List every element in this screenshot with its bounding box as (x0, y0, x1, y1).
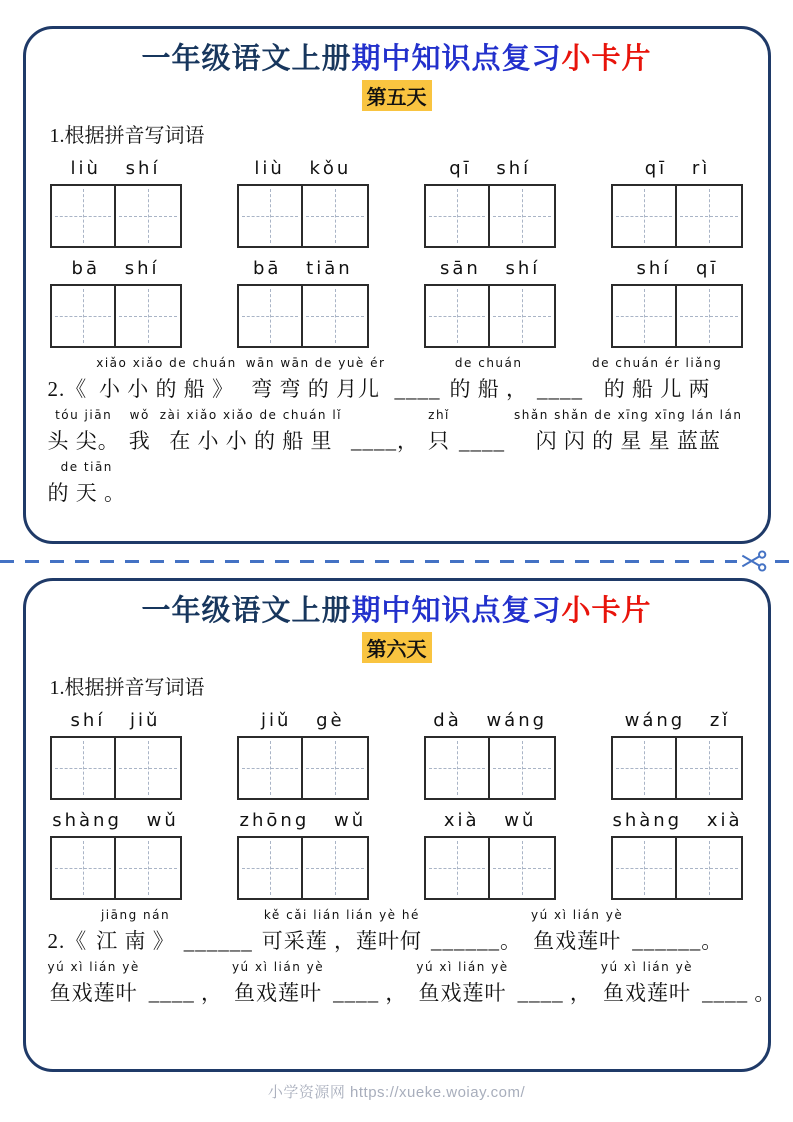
answer-blank-segment (537, 361, 583, 403)
writing-box (237, 736, 303, 800)
text-segment (246, 356, 386, 403)
answer-blank-segment (394, 361, 440, 403)
page-title (48, 41, 746, 77)
pinyin-label: zhōng wǔ (239, 810, 367, 832)
pinyin-label: shí qī (636, 258, 719, 280)
text-segment (160, 408, 342, 455)
segment-pinyin: zài xiǎo xiǎo de chuán lǐ (159, 408, 343, 423)
title-card-type: 小卡片 (561, 43, 652, 75)
pinyin-label: dà wáng (433, 710, 548, 732)
day-badge-wrap (48, 632, 746, 663)
writing-box-pair (237, 284, 369, 348)
segment-pinyin: de tiān (60, 460, 113, 475)
text-segment (531, 908, 623, 955)
answer-blank: ____， (351, 429, 420, 454)
writing-box (611, 836, 677, 900)
writing-box (50, 836, 116, 900)
word-cell (235, 152, 371, 248)
answer-blank-segment (184, 913, 253, 955)
writing-box (50, 184, 116, 248)
pinyin-label: wáng zǐ (624, 710, 731, 732)
writing-box (424, 836, 490, 900)
cut-line (0, 560, 793, 563)
answer-blank-segment (333, 960, 407, 1007)
pinyin-label: xià wǔ (443, 810, 537, 832)
writing-box-pair (611, 184, 743, 248)
text-segment (449, 356, 528, 403)
text-segment (232, 960, 324, 1007)
writing-box-pair (237, 836, 369, 900)
exercise2 (47, 908, 777, 1007)
segment-text: 的 船 ， (449, 377, 528, 402)
segment-text: 在 小 小 的 船 里 (169, 429, 333, 454)
text-segment (48, 460, 127, 507)
segment-text: 小 小 的 船 》 (98, 377, 234, 402)
text-segment (48, 960, 140, 1007)
pinyin-label: qī shí (449, 158, 532, 180)
writing-box (424, 736, 490, 800)
segment-pinyin: de chuán ér liǎng (591, 356, 723, 371)
pinyin-label: jiǔ gè (261, 710, 345, 732)
writing-box (303, 184, 369, 248)
segment-pinyin: shǎn shǎn de xīng xīng lán lán (514, 408, 743, 423)
writing-box (116, 836, 182, 900)
writing-box (677, 284, 743, 348)
exercise1-heading: 1.根据拼音写词语 (49, 677, 205, 700)
word-cell (48, 704, 184, 800)
fill-blank-line (48, 908, 746, 955)
writing-box (611, 284, 677, 348)
writing-box (50, 284, 116, 348)
writing-box (50, 736, 116, 800)
day-badge-wrap (48, 80, 746, 111)
writing-box (424, 184, 490, 248)
segment-text: 江 南 》 (96, 929, 175, 954)
pinyin-word-row (48, 704, 746, 800)
segment-pinyin: yú xì lián yè (600, 960, 694, 975)
writing-box-pair (50, 736, 182, 800)
segment-text: 弯 弯 的 月儿 (251, 377, 380, 402)
writing-box-pair (424, 284, 556, 348)
writing-box (237, 184, 303, 248)
word-cell (48, 152, 184, 248)
fill-blank-line (48, 408, 746, 455)
writing-box (424, 284, 490, 348)
writing-box (116, 736, 182, 800)
word-cell (422, 252, 558, 348)
fill-blank-line (47, 960, 777, 1007)
segment-text: 鱼戏莲叶 (418, 981, 507, 1006)
segment-pinyin: wǒ (129, 408, 150, 423)
answer-blank: ____ (394, 378, 441, 403)
word-cell (609, 252, 745, 348)
title-grade: 一年级语文上册 (141, 595, 352, 627)
word-cell (609, 804, 745, 900)
writing-box (677, 184, 743, 248)
footer (0, 1081, 793, 1102)
answer-blank-segment (149, 960, 223, 1007)
writing-box-pair (611, 736, 743, 800)
text-segment (262, 908, 422, 955)
segment-pinyin: kě cǎi lián lián yè hé (263, 908, 420, 923)
writing-box (116, 284, 182, 348)
scissors-icon (737, 545, 771, 577)
text-segment (48, 356, 88, 403)
segment-text: 鱼戏莲叶 (49, 981, 138, 1006)
pinyin-label: liù shí (70, 158, 161, 180)
footer-site-url[interactable]: https://xueke.woiay.com/ (350, 1084, 526, 1101)
segment-pinyin: wān wān de yuè ér (245, 356, 386, 371)
word-cell (235, 252, 371, 348)
pinyin-label: shí jiǔ (70, 710, 161, 732)
segment-text: 2.《 (47, 377, 88, 402)
segment-text: 鱼戏莲叶 (234, 981, 323, 1006)
text-segment (592, 356, 722, 403)
answer-blank: ______ (183, 930, 253, 955)
pinyin-label: bā tiān (252, 258, 353, 280)
writing-box (303, 284, 369, 348)
text-segment (416, 960, 508, 1007)
text-segment (129, 408, 151, 455)
day-badge: 第六天 (362, 632, 432, 663)
pinyin-label: shàng xià (612, 810, 743, 832)
segment-text: 闪 闪 的 星 星 蓝蓝 (535, 429, 721, 454)
writing-box (611, 736, 677, 800)
worksheet-card-day6 (23, 578, 777, 1072)
word-cell (48, 252, 184, 348)
title-card-type: 小卡片 (561, 595, 652, 627)
writing-box (303, 736, 369, 800)
answer-blank: ____ 。 (702, 981, 777, 1006)
word-cell (422, 704, 558, 800)
answer-blank: ____ (536, 378, 583, 403)
pinyin-word-row (48, 252, 746, 348)
pinyin-word-row (48, 804, 746, 900)
writing-box (490, 736, 556, 800)
segment-pinyin: de chuán (454, 356, 523, 371)
fill-blank-line (48, 460, 746, 507)
segment-pinyin: yú xì lián yè (416, 960, 509, 975)
worksheet-card-day5 (23, 26, 771, 544)
segment-pinyin: zhǐ (428, 408, 450, 423)
writing-box-pair (611, 836, 743, 900)
pinyin-label: sān shí (439, 258, 541, 280)
pinyin-label: liù kǒu (254, 158, 352, 180)
writing-box (237, 836, 303, 900)
word-cell (422, 804, 558, 900)
page-title (48, 593, 746, 629)
writing-box (490, 836, 556, 900)
writing-box (490, 284, 556, 348)
segment-pinyin: yú xì lián yè (231, 960, 325, 975)
segment-text: 可采莲 ，莲叶何 (261, 929, 422, 954)
word-cell (609, 704, 745, 800)
segment-pinyin: jiāng nán (100, 908, 171, 923)
exercise1-heading: 1.根据拼音写词语 (49, 125, 205, 148)
segment-text: 只 (428, 429, 451, 454)
exercise2 (48, 356, 746, 507)
word-cell (609, 152, 745, 248)
segment-text: 2.《 (47, 929, 88, 954)
title-topic: 期中知识点复习 (351, 595, 562, 627)
answer-blank-segment (702, 960, 776, 1007)
writing-box-pair (611, 284, 743, 348)
segment-pinyin: tóu jiān (55, 408, 113, 423)
word-cell (235, 804, 371, 900)
answer-blank: ____ (459, 430, 506, 455)
writing-box-pair (237, 736, 369, 800)
pinyin-label: bā shí (71, 258, 160, 280)
segment-text: 的 天 。 (47, 481, 126, 506)
answer-blank: ______。 (431, 929, 522, 954)
pinyin-word-row (48, 152, 746, 248)
answer-blank-segment (431, 908, 522, 955)
title-grade: 一年级语文上册 (141, 43, 352, 75)
text-segment (48, 908, 88, 955)
answer-blank: ______。 (632, 929, 724, 954)
writing-box (490, 184, 556, 248)
segment-text: 头 尖。 (47, 429, 120, 454)
answer-blank: ____ ， (333, 981, 408, 1006)
writing-box (116, 184, 182, 248)
footer-site-name: 小学资源网 (267, 1084, 346, 1101)
text-segment (428, 408, 450, 455)
writing-box (677, 736, 743, 800)
answer-blank: ____ ， (148, 981, 223, 1006)
title-topic: 期中知识点复习 (351, 43, 562, 75)
segment-pinyin: xiǎo xiǎo de chuán (96, 356, 237, 371)
segment-pinyin: yú xì lián yè (47, 960, 140, 975)
word-cell (422, 152, 558, 248)
answer-blank-segment (459, 413, 505, 455)
text-segment (96, 356, 236, 403)
pinyin-label: shàng wǔ (52, 810, 179, 832)
fill-blank-line (48, 356, 746, 403)
text-segment (601, 960, 693, 1007)
text-segment (96, 908, 175, 955)
segment-text: 鱼戏莲叶 (602, 981, 691, 1006)
writing-box-pair (50, 836, 182, 900)
writing-box-pair (50, 284, 182, 348)
segment-pinyin: yú xì lián yè (531, 908, 624, 923)
text-segment (48, 408, 120, 455)
writing-box (611, 184, 677, 248)
writing-box-pair (50, 184, 182, 248)
writing-box-pair (424, 184, 556, 248)
writing-box (677, 836, 743, 900)
answer-blank-segment (518, 960, 592, 1007)
segment-text: 我 (128, 429, 151, 454)
answer-blank-segment (351, 408, 419, 455)
writing-box (237, 284, 303, 348)
segment-text: 的 船 儿 两 (603, 377, 711, 402)
text-segment (514, 408, 742, 455)
writing-box-pair (424, 736, 556, 800)
writing-box-pair (237, 184, 369, 248)
day-badge: 第五天 (362, 80, 432, 111)
writing-box (303, 836, 369, 900)
pinyin-label: qī rì (644, 158, 711, 180)
answer-blank: ____ ， (517, 981, 592, 1006)
answer-blank-segment (632, 908, 723, 955)
writing-box-pair (424, 836, 556, 900)
word-cell (48, 804, 184, 900)
segment-text: 鱼戏莲叶 (533, 929, 622, 954)
word-cell (235, 704, 371, 800)
